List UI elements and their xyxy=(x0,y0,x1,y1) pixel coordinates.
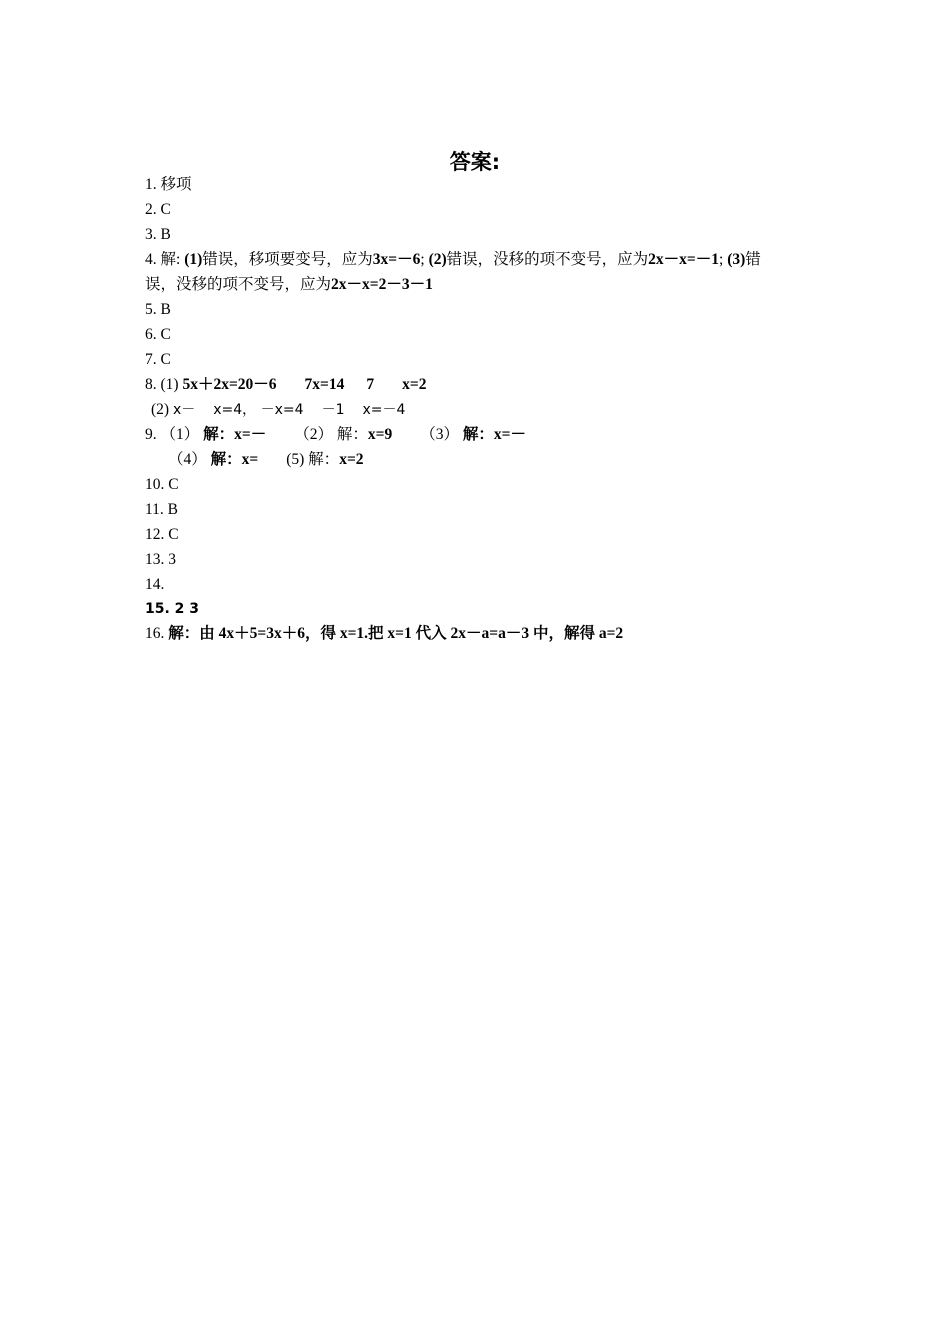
answer-13: 13. 3 xyxy=(145,551,176,568)
answer-14: 14. xyxy=(145,576,165,593)
answer-16: 16. 解：由 4x＋5=3x＋6，得 x=1.把 x=1 代入 2x－a=a－3 中，解得 a=2 xyxy=(145,625,624,642)
answer-4-line-1: 4. 解: (1)错误，移项要变号，应为3x=－6; (2)错误，没移的项不变号，应为2x－x=－1; (3)错 xyxy=(145,251,761,268)
answer-8-line-1: 8. (1) 5x＋2x=20－6 7x=14 7 x=2 xyxy=(145,376,427,393)
answer-8-line-2: (2) x－ x=4， －x=4 －1 x=－4 xyxy=(151,401,406,418)
answer-3: 3. B xyxy=(145,226,171,243)
answer-6: 6. C xyxy=(145,326,171,343)
answer-1: 1. 移项 xyxy=(145,176,192,193)
answer-11: 11. B xyxy=(145,501,179,518)
answer-9-line-2: （4） 解：x= (5) 解：x=2 xyxy=(168,451,364,468)
answer-4-line-2: 误，没移的项不变号，应为2x－x=2－3－1 xyxy=(145,276,433,293)
answer-9-line-1: 9. （1） 解：x=－ （2） 解：x=9 （3） 解：x=－ xyxy=(145,426,526,443)
page-title: 答案: xyxy=(449,150,501,174)
answer-15: 15. 2 3 xyxy=(145,601,200,617)
answer-12: 12. C xyxy=(145,526,179,543)
answer-10: 10. C xyxy=(145,476,179,493)
answer-7: 7. C xyxy=(145,351,171,368)
answer-2: 2. C xyxy=(145,201,171,218)
answer-5: 5. B xyxy=(145,301,171,318)
